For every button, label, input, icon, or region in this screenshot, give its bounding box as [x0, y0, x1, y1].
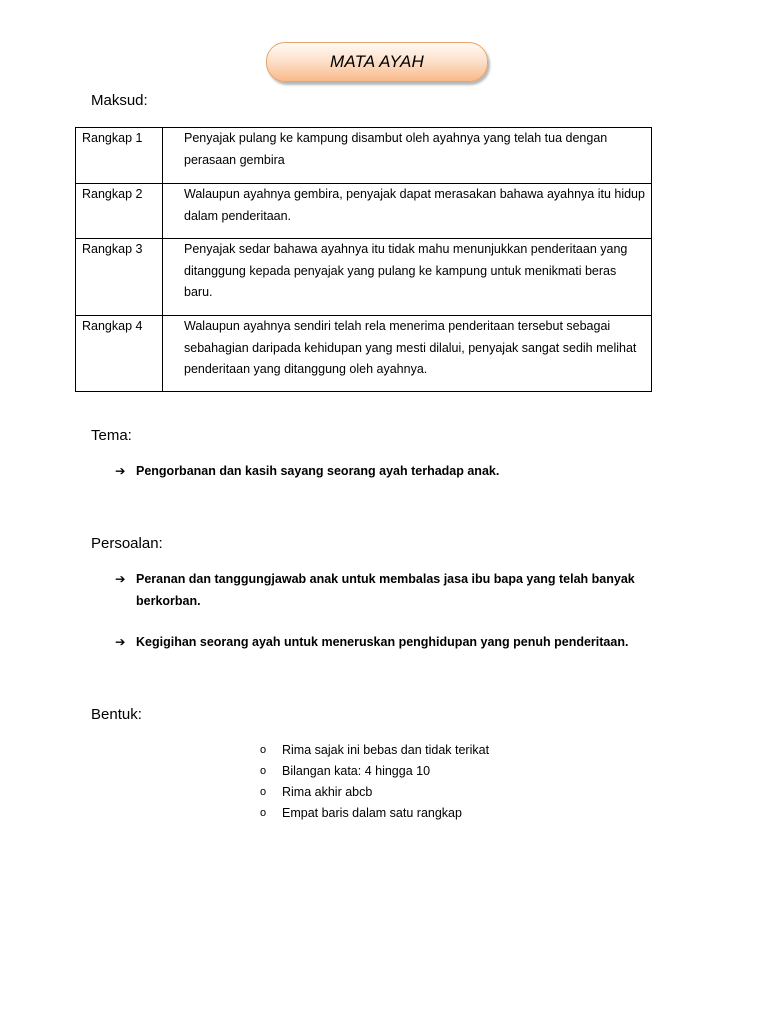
page-title: MATA AYAH	[329, 52, 425, 71]
circle-bullet-icon: o	[260, 765, 267, 777]
tema-text: Pengorbanan dan kasih sayang seorang ayah terhadap anak.	[136, 464, 500, 478]
rangkap-text: Penyajak pulang ke kampung disambut oleh ayahnya yang telah tua dengan perasaan gembira	[163, 128, 652, 184]
maksud-heading: Maksud:	[91, 92, 148, 109]
list-item	[115, 461, 675, 483]
persoalan-text: Kegigihan seorang ayah untuk meneruskan penghidupan yang penuh penderitaan.	[136, 635, 629, 649]
table-row	[76, 184, 652, 239]
bentuk-text: Rima akhir abcb	[282, 785, 373, 799]
list-item	[115, 632, 675, 654]
list-item	[258, 782, 489, 803]
bentuk-text: Bilangan kata: 4 hingga 10	[282, 764, 431, 778]
title-banner	[266, 42, 488, 82]
list-item	[258, 740, 489, 761]
rangkap-text: Walaupun ayahnya sendiri telah rela menerima penderitaan tersebut sebagai sebahagian daripada kehidupan yang mesti dilalui, penyajak sangat sedih melihat penderitaan yang ditanggung oleh ayahnya.	[163, 316, 652, 392]
bentuk-list	[258, 740, 489, 824]
bentuk-text: Rima sajak ini bebas dan tidak terikat	[282, 743, 490, 757]
tema-heading: Tema:	[91, 427, 132, 444]
circle-bullet-icon: o	[260, 744, 267, 756]
circle-bullet-icon: o	[260, 807, 267, 819]
maksud-table	[75, 127, 652, 392]
arrow-right-icon: ➔	[115, 464, 126, 478]
rangkap-text: Penyajak sedar bahawa ayahnya itu tidak mahu menunjukkan penderitaan yang ditanggung kepada penyajak yang pulang ke kampung untuk menikmati beras baru.	[163, 239, 652, 316]
table-row	[76, 239, 652, 316]
list-item	[258, 761, 489, 782]
persoalan-heading: Persoalan:	[91, 535, 163, 552]
rangkap-label: Rangkap 2	[76, 184, 163, 239]
bentuk-heading: Bentuk:	[91, 706, 142, 723]
table-row	[76, 128, 652, 184]
persoalan-text: Peranan dan tanggungjawab anak untuk membalas jasa ibu bapa yang telah banyak berkorban.	[136, 572, 635, 608]
rangkap-label: Rangkap 4	[76, 316, 163, 392]
table-row	[76, 316, 652, 392]
list-item	[258, 803, 489, 824]
bentuk-text: Empat baris dalam satu rangkap	[282, 806, 462, 820]
arrow-right-icon: ➔	[115, 635, 126, 649]
list-item	[115, 569, 675, 612]
rangkap-label: Rangkap 1	[76, 128, 163, 184]
arrow-right-icon: ➔	[115, 572, 126, 586]
rangkap-label: Rangkap 3	[76, 239, 163, 316]
circle-bullet-icon: o	[260, 786, 267, 798]
rangkap-text: Walaupun ayahnya gembira, penyajak dapat merasakan bahawa ayahnya itu hidup dalam penderitaan.	[163, 184, 652, 239]
